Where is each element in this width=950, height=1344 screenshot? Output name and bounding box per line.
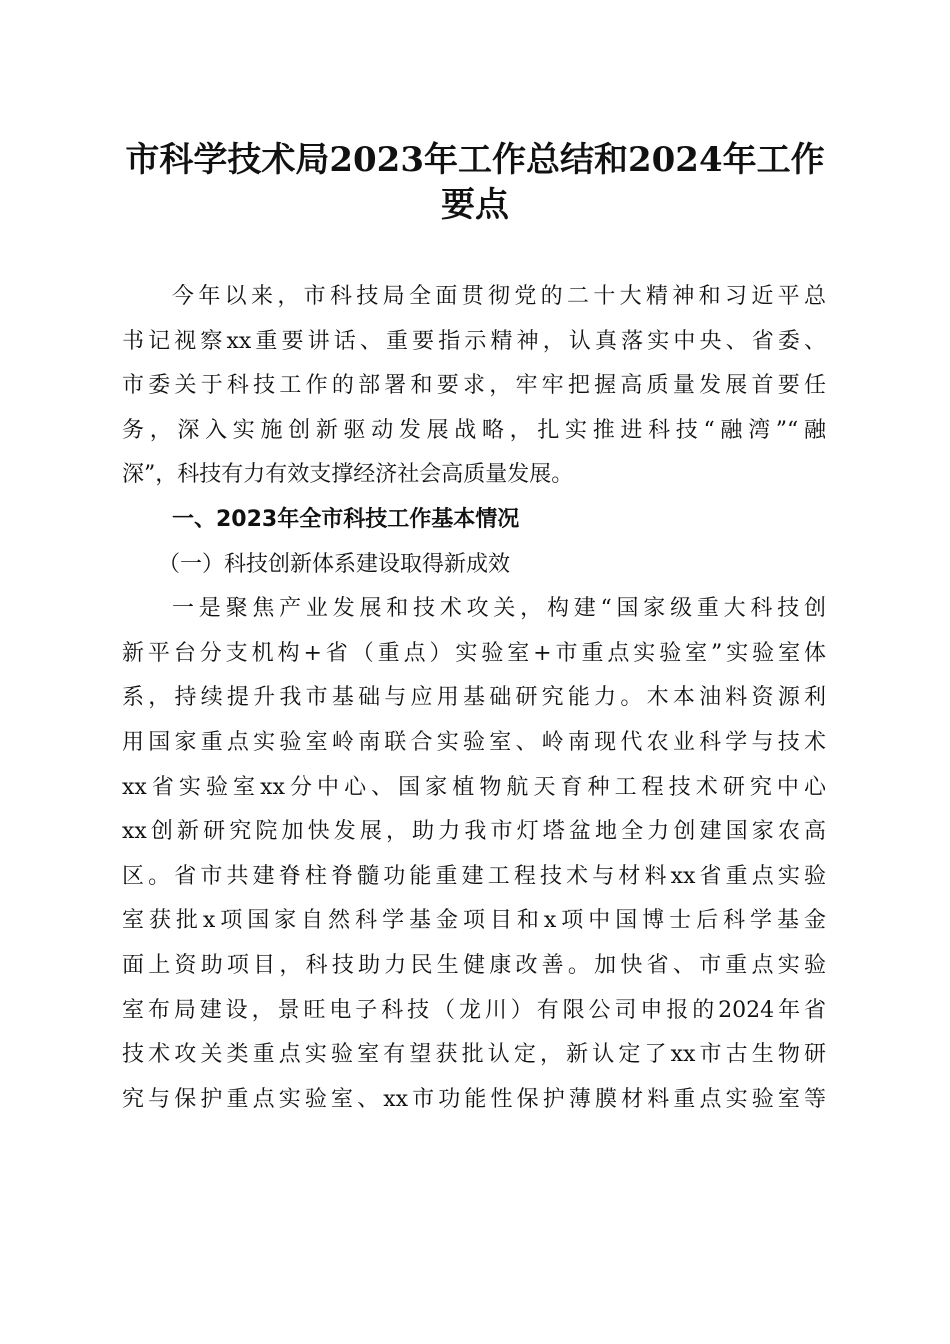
text-line: 市委关于科技工作的部署和要求，牢牢把握高质量发展首要任	[122, 373, 826, 399]
text-line: 室布局建设，景旺电子科技（龙川）有限公司申报的2024年省	[122, 997, 826, 1023]
text-line: 书记视察xx重要讲话、重要指示精神，认真落实中央、省委、	[122, 328, 826, 354]
text-line: 面上资助项目，科技助力民生健康改善。加快省、市重点实验	[122, 952, 826, 978]
document-title-line-1: 市科学技术局2023年工作总结和2024年工作	[125, 140, 825, 180]
body-paragraph	[122, 587, 826, 1122]
intro-paragraph	[122, 275, 826, 498]
text-line: 一是聚焦产业发展和技术攻关，构建“国家级重大科技创	[172, 596, 826, 622]
subsection-heading: （一）科技创新体系建设取得新成效	[158, 551, 511, 577]
text-line: xx创新研究院加快发展，助力我市灯塔盆地全力创建国家农高	[122, 819, 826, 845]
text-line: 今年以来，市科技局全面贯彻党的二十大精神和习近平总	[172, 284, 826, 309]
text-line: 用国家重点实验室岭南联合实验室、岭南现代农业科学与技术	[122, 729, 826, 755]
text-line: 系，持续提升我市基础与应用基础研究能力。木本油料资源利	[122, 685, 826, 711]
text-line: 区。省市共建脊柱脊髓功能重建工程技术与材料xx省重点实验	[122, 863, 826, 889]
section-heading: 一、2023年全市科技工作基本情况	[172, 506, 520, 532]
document-title-line-2: 要点	[441, 185, 509, 225]
text-line: 室获批x项国家自然科学基金项目和x项中国博士后科学基金	[122, 908, 826, 934]
text-line: 新平台分支机构+省（重点）实验室+市重点实验室”实验室体	[122, 640, 826, 666]
text-line: 务，深入实施创新驱动发展战略，扎实推进科技“融湾”“融	[122, 417, 826, 443]
text-line: 深”，科技有力有效支撑经济社会高质量发展。	[122, 462, 574, 488]
text-line: xx省实验室xx分中心、国家植物航天育种工程技术研究中心	[122, 774, 826, 800]
text-line: 究与保护重点实验室、xx市功能性保护薄膜材料重点实验室等	[122, 1086, 826, 1112]
text-line: 技术攻关类重点实验室有望获批认定，新认定了xx市古生物研	[122, 1042, 826, 1068]
document-body	[122, 275, 826, 1122]
